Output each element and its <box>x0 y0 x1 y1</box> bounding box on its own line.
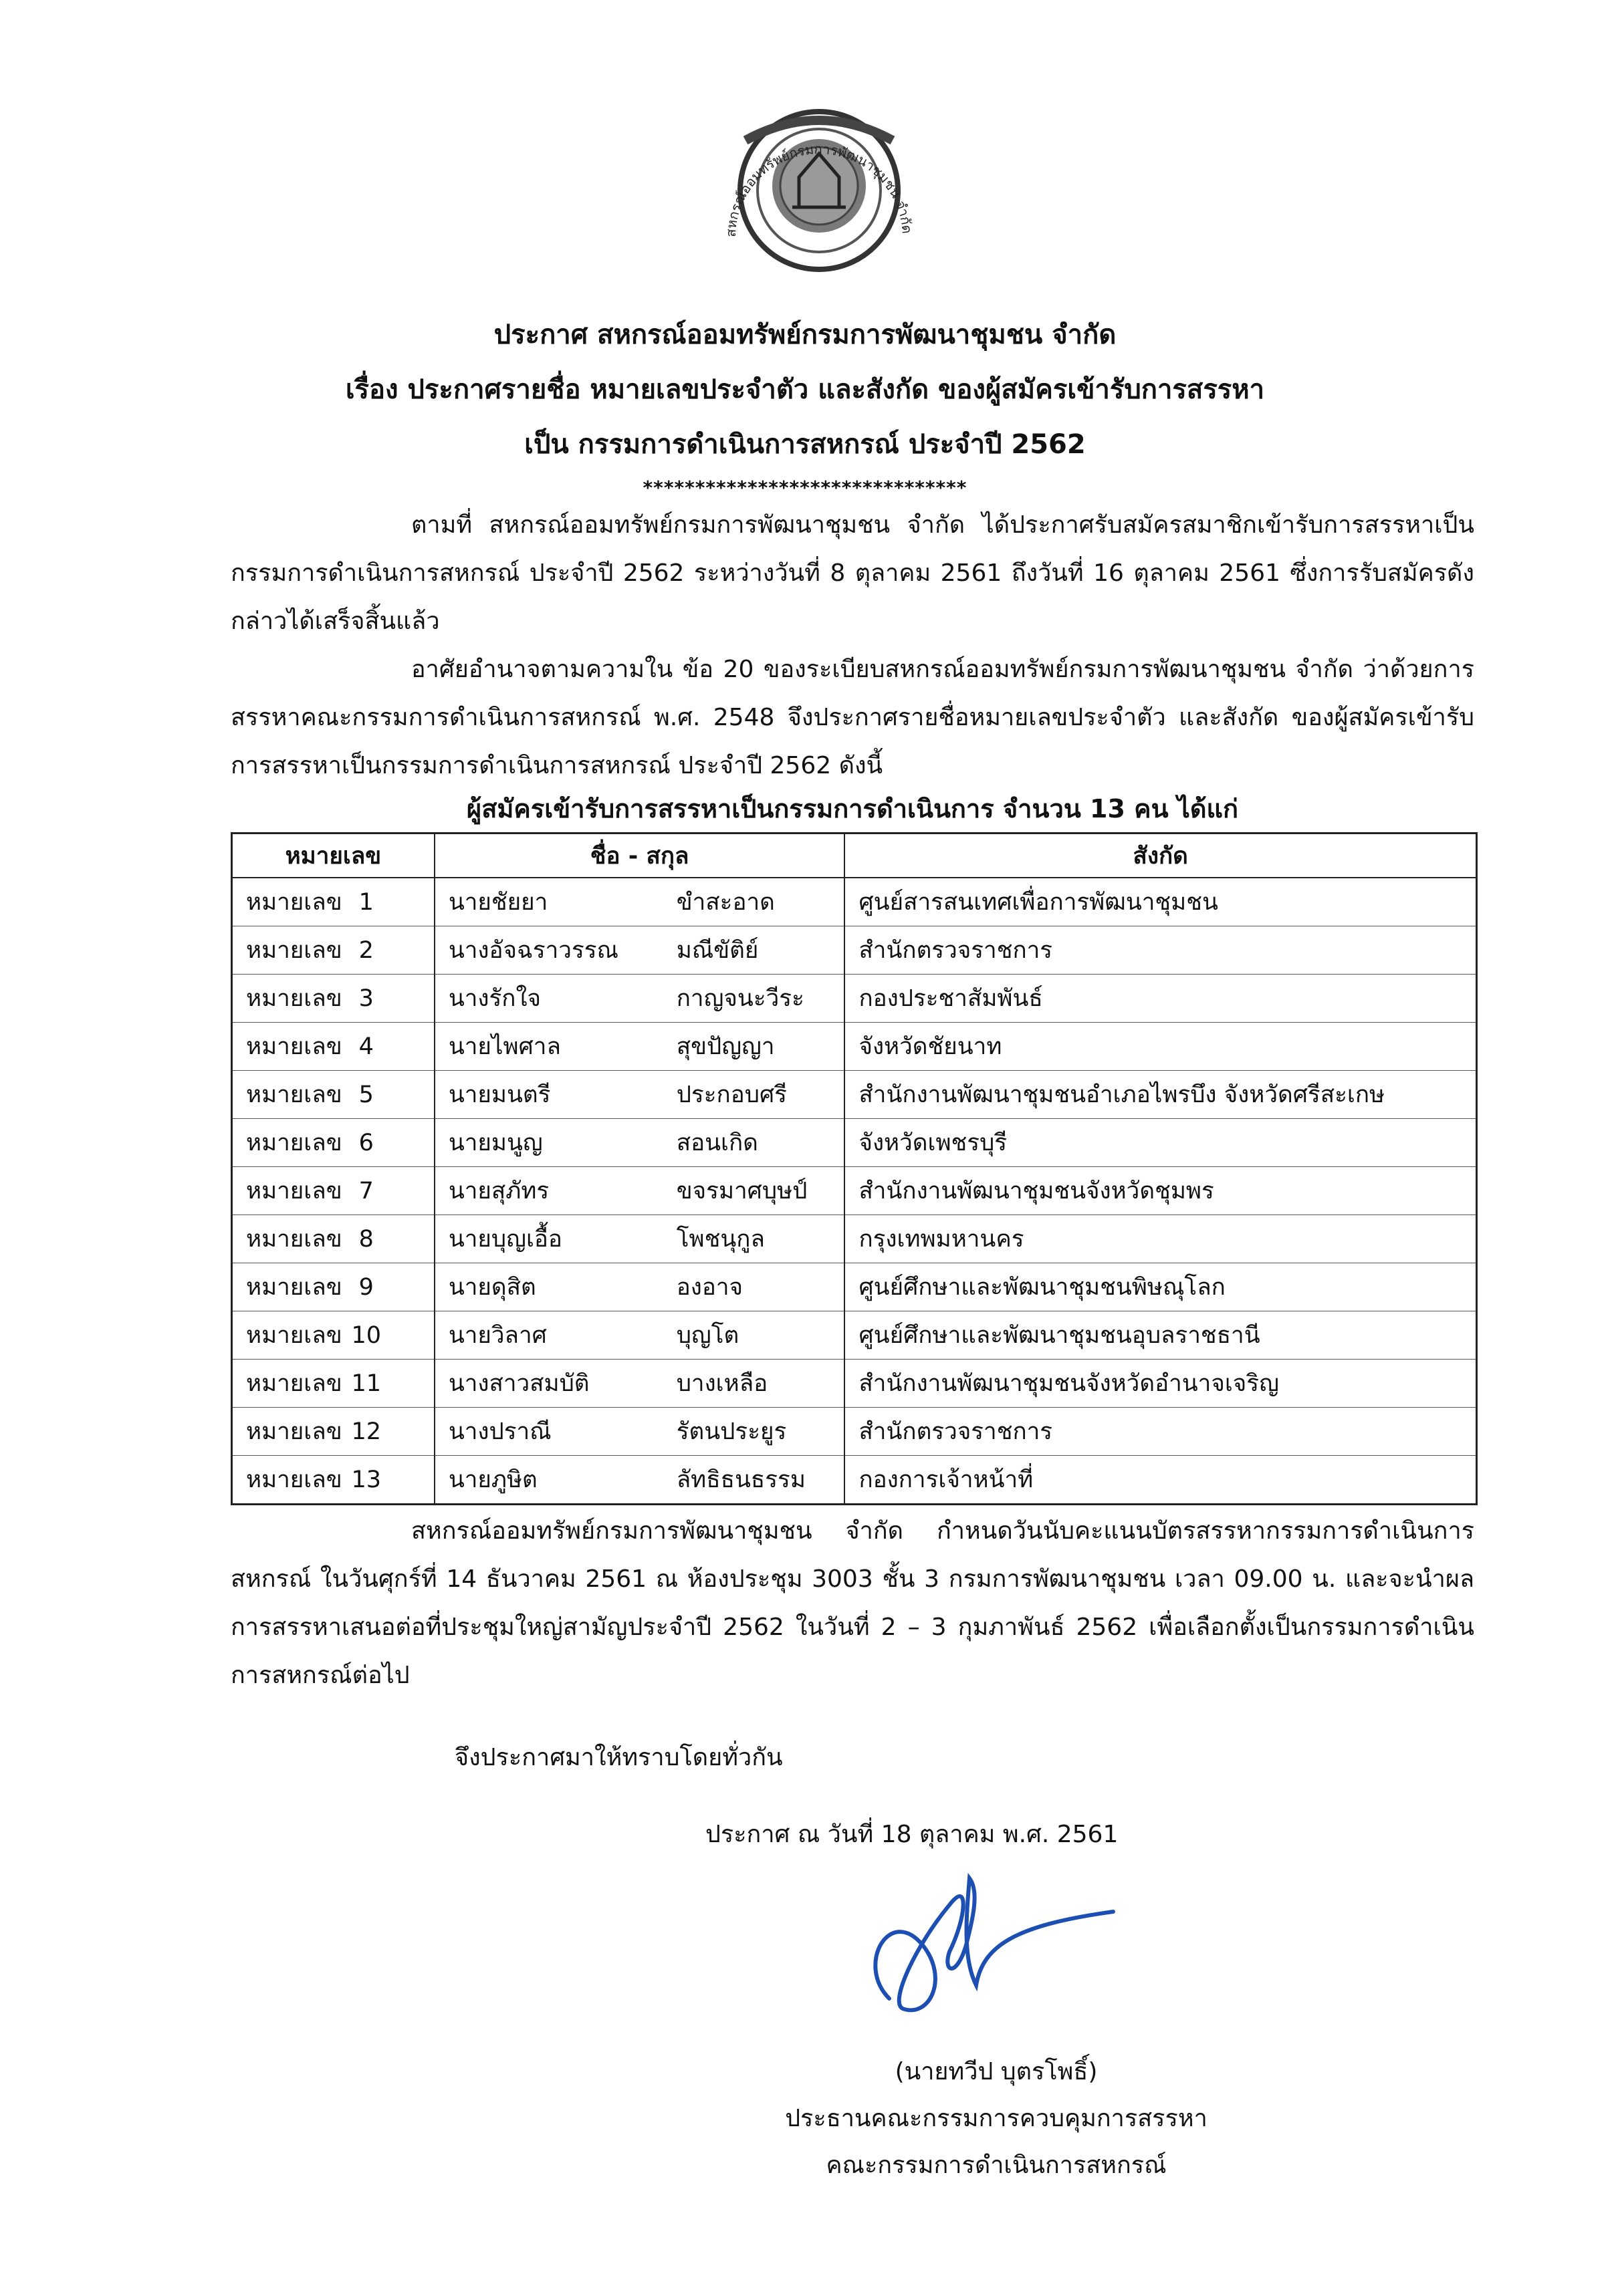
signer-title-1: ประธานคณะกรรมการควบคุมการสรรหา <box>785 2105 1208 2132</box>
cell-number <box>232 878 435 926</box>
number-value: 1 <box>358 889 374 916</box>
cell-first-name: นายชัยยา <box>435 878 663 926</box>
cell-first-name: นางรักใจ <box>435 975 663 1023</box>
number-value: 3 <box>358 985 374 1012</box>
cell-first-name: นายดุสิต <box>435 1263 663 1311</box>
cell-first-name: นางปราณี <box>435 1408 663 1456</box>
number-value: 4 <box>358 1033 374 1060</box>
table-row <box>232 1263 1477 1311</box>
cell-affiliation: กองการเจ้าหน้าที่ <box>844 1456 1476 1505</box>
number-prefix: หมายเลข <box>246 1226 342 1253</box>
cell-affiliation: ศูนย์ศึกษาและพัฒนาชุมชนพิษณุโลก <box>844 1263 1476 1311</box>
number-prefix: หมายเลข <box>246 1466 342 1493</box>
paragraph-application-period: ตามที่ สหกรณ์ออมทรัพย์กรมการพัฒนาชุมชน จำกัด ได้ประกาศรับสมัครสมาชิกเข้ารับการสรรหาเป็นกรรมการดำเนินการสหกรณ์ ประจำปี 2562 ระหว่างวันที่ 8 ตุลาคม 2561 ถึงวันที่ 16 ตุลาคม 2561 ซึ่งการรับสมัครดังกล่าวได้เสร็จสิ้นแล้ว <box>231 511 1474 635</box>
table-row <box>232 1311 1477 1360</box>
cell-affiliation: กรุงเทพมหานคร <box>844 1215 1476 1263</box>
number-prefix: หมายเลข <box>246 1274 342 1301</box>
cell-last-name: ประกอบศรี <box>663 1071 845 1119</box>
number-value: 2 <box>358 937 374 964</box>
cell-last-name: บางเหลือ <box>663 1360 845 1408</box>
candidates-table <box>231 832 1478 1505</box>
table-row <box>232 1023 1477 1071</box>
counting-section <box>231 1507 1474 1700</box>
cell-last-name: ขำสะอาด <box>663 878 845 926</box>
cell-first-name: นายมนูญ <box>435 1119 663 1167</box>
title-line-2: เรื่อง ประกาศรายชื่อ หมายเลขประจำตัว และสังกัด ของผู้สมัครเข้ารับการสรรหา <box>345 374 1265 405</box>
header-name: ชื่อ - สกุล <box>435 834 845 878</box>
number-prefix: หมายเลข <box>246 1418 342 1445</box>
title-line-3: เป็น กรรมการดำเนินการสหกรณ์ ประจำปี 2562 <box>524 429 1086 460</box>
table-row <box>232 1167 1477 1215</box>
number-prefix: หมายเลข <box>246 1370 342 1397</box>
header-affiliation: สังกัด <box>844 834 1476 878</box>
header-number: หมายเลข <box>232 834 435 878</box>
table-row <box>232 1360 1477 1408</box>
cell-first-name: นายภูษิต <box>435 1456 663 1505</box>
cell-last-name: รัตนประยูร <box>663 1408 845 1456</box>
table-header-row <box>232 834 1477 878</box>
cell-last-name: ขจรมาศบุษป์ <box>663 1167 845 1215</box>
cell-number <box>232 1311 435 1360</box>
table-row <box>232 1215 1477 1263</box>
table-row <box>232 1456 1477 1505</box>
table-row <box>232 926 1477 975</box>
handwritten-signature <box>849 1865 1117 2039</box>
number-value: 11 <box>351 1370 382 1397</box>
cell-number <box>232 1167 435 1215</box>
cell-number <box>232 1456 435 1505</box>
signer-title-2: คณะกรรมการดำเนินการสหกรณ์ <box>826 2152 1167 2179</box>
number-prefix: หมายเลข <box>246 937 342 964</box>
cell-last-name: สอนเกิด <box>663 1119 845 1167</box>
announce-closing: จึงประกาศมาให้ทราบโดยทั่วกัน <box>455 1744 783 1771</box>
number-prefix: หมายเลข <box>246 985 342 1012</box>
table-row <box>232 1119 1477 1167</box>
number-prefix: หมายเลข <box>246 1322 342 1349</box>
cell-first-name: นายบุญเอื้อ <box>435 1215 663 1263</box>
cell-last-name: สุขปัญญา <box>663 1023 845 1071</box>
cell-first-name: นายไพศาล <box>435 1023 663 1071</box>
cell-first-name: นายสุภัทร <box>435 1167 663 1215</box>
cell-affiliation: สำนักตรวจราชการ <box>844 1408 1476 1456</box>
intro-section <box>231 501 1474 790</box>
number-value: 10 <box>351 1322 382 1349</box>
table-row <box>232 878 1477 926</box>
cell-number <box>232 1263 435 1311</box>
cell-affiliation: จังหวัดเพชรบุรี <box>844 1119 1476 1167</box>
cell-number <box>232 926 435 975</box>
table-row <box>232 1071 1477 1119</box>
cell-number <box>232 975 435 1023</box>
cell-number <box>232 1071 435 1119</box>
cell-number <box>232 1023 435 1071</box>
cell-first-name: นายมนตรี <box>435 1071 663 1119</box>
cell-first-name: นายวิลาศ <box>435 1311 663 1360</box>
cell-affiliation: สำนักงานพัฒนาชุมชนจังหวัดอำนาจเจริญ <box>844 1360 1476 1408</box>
cell-last-name: มณีขัติย์ <box>663 926 845 975</box>
cell-affiliation: สำนักงานพัฒนาชุมชนอำเภอไพรบึง จังหวัดศรีสะเกษ <box>844 1071 1476 1119</box>
cell-number <box>232 1215 435 1263</box>
paragraph-vote-counting: สหกรณ์ออมทรัพย์กรมการพัฒนาชุมชน จำกัด กำหนดวันนับคะแนนบัตรสรรหากรรมการดำเนินการสหกรณ์ ในวันศุกร์ที่ 14 ธันวาคม 2561 ณ ห้องประชุม 3003 ชั้น 3 กรมการพัฒนาชุมชน เวลา 09.00 น. และจะนำผลการสรรหาเสนอต่อที่ประชุมใหญ่สามัญประจำปี 2562 ในวันที่ 2 – 3 กุมภาพันธ์ 2562 เพื่อเลือกตั้งเป็นกรรมการดำเนินการสหกรณ์ต่อไป <box>231 1517 1474 1689</box>
cell-number <box>232 1408 435 1456</box>
cell-last-name: โพชนุกูล <box>663 1215 845 1263</box>
cell-last-name: องอาจ <box>663 1263 845 1311</box>
table-caption: ผู้สมัครเข้ารับการสรรหาเป็นกรรมการดำเนินการ จำนวน 13 คน ได้แก่ <box>466 794 1239 823</box>
signer-block <box>695 2049 1297 2189</box>
cell-affiliation: สำนักงานพัฒนาชุมชนจังหวัดชุมพร <box>844 1167 1476 1215</box>
cell-affiliation: สำนักตรวจราชการ <box>844 926 1476 975</box>
number-value: 7 <box>358 1178 374 1204</box>
cell-first-name: นางสาวสมบัติ <box>435 1360 663 1408</box>
announcement-title <box>0 307 1610 501</box>
number-prefix: หมายเลข <box>246 1130 342 1156</box>
table-row <box>232 1408 1477 1456</box>
cell-last-name: ลัทธิธนธรรม <box>663 1456 845 1505</box>
number-value: 12 <box>351 1418 382 1445</box>
number-prefix: หมายเลข <box>246 889 342 916</box>
cell-first-name: นางอัจฉราวรรณ <box>435 926 663 975</box>
signer-name: (นายทวีป บุตรโพธิ์) <box>895 2058 1098 2085</box>
number-value: 9 <box>358 1274 374 1301</box>
cell-number <box>232 1360 435 1408</box>
number-prefix: หมายเลข <box>246 1081 342 1108</box>
number-value: 8 <box>358 1226 374 1253</box>
cell-last-name: กาญจนะวีระ <box>663 975 845 1023</box>
number-prefix: หมายเลข <box>246 1033 342 1060</box>
cooperative-seal-logo <box>699 107 939 274</box>
cell-affiliation: ศูนย์ศึกษาและพัฒนาชุมชนอุบลราชธานี <box>844 1311 1476 1360</box>
paragraph-legal-basis: อาศัยอำนาจตามความใน ข้อ 20 ของระเบียบสหกรณ์ออมทรัพย์กรมการพัฒนาชุมชน จำกัด ว่าด้วยการสรรหาคณะกรรมการดำเนินการสหกรณ์ พ.ศ. 2548 จึงประกาศรายชื่อหมายเลขประจำตัว และสังกัด ของผู้สมัครเข้ารับการสรรหาเป็นกรรมการดำเนินการสหกรณ์ ประจำปี 2562 ดังนี้ <box>231 656 1474 779</box>
cell-affiliation: ศูนย์สารสนเทศเพื่อการพัฒนาชุมชน <box>844 878 1476 926</box>
title-line-1: ประกาศ สหกรณ์ออมทรัพย์กรมการพัฒนาชุมชน จำกัด <box>493 320 1117 350</box>
number-value: 6 <box>358 1130 374 1156</box>
cell-affiliation: กองประชาสัมพันธ์ <box>844 975 1476 1023</box>
table-row <box>232 975 1477 1023</box>
number-prefix: หมายเลข <box>246 1178 342 1204</box>
cell-last-name: บุญโต <box>663 1311 845 1360</box>
cell-number <box>232 1119 435 1167</box>
number-value: 13 <box>351 1466 382 1493</box>
logo-ring-text: สหกรณ์ออมทรัพย์กรมการพัฒนาชุมชน จำกัด <box>722 140 915 238</box>
cell-affiliation: จังหวัดชัยนาท <box>844 1023 1476 1071</box>
separator-stars: ******************************* <box>643 477 967 499</box>
announce-date: ประกาศ ณ วันที่ 18 ตุลาคม พ.ศ. 2561 <box>705 1821 1119 1848</box>
number-value: 5 <box>358 1081 374 1108</box>
